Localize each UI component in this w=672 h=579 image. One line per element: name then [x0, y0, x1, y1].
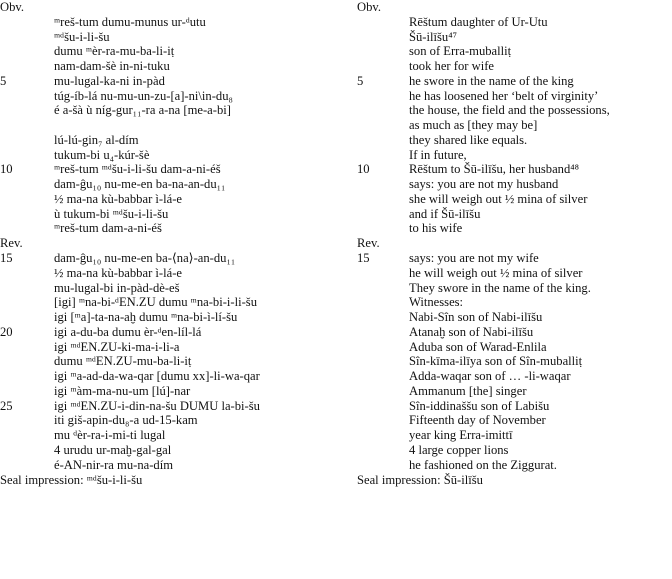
line-text: Rēštum daughter of Ur-Utu	[409, 14, 548, 29]
line-number: 20	[0, 324, 13, 339]
text-line	[0, 310, 330, 325]
line-text: he will weigh out ½ mina of silver	[409, 265, 583, 280]
line-text: says: you are not my wife	[409, 251, 539, 266]
line-text: [igi] ᵐna-bi-ᵈEN.ZU dumu ᵐna-bi-i-li-šu	[54, 295, 257, 310]
line-text: Sîn-iddinaššu son of Labišu	[409, 398, 550, 413]
text-line	[357, 30, 672, 45]
line-text: took her for wife	[409, 59, 494, 74]
text-line	[0, 15, 330, 30]
line-text: they shared like equals.	[409, 132, 528, 147]
line-number: 5	[0, 73, 7, 88]
line-text: as much as [they may be]	[409, 118, 538, 133]
obverse-lines	[0, 15, 330, 236]
text-line	[357, 221, 672, 236]
seal-impression: Seal impression: ᵐᵈšu-i-li-šu	[0, 472, 143, 487]
line-text: ½ ma-na kù-babbar ì-lá-e	[54, 265, 182, 280]
line-text: tukum-bi u₄-kúr-šè	[54, 147, 150, 162]
text-line	[357, 103, 672, 118]
line-text: igi [ᵐa]-ta-na-aḫ dumu ᵐna-bi-ì-lí-šu	[54, 310, 238, 325]
text-line	[0, 103, 330, 118]
line-text: he fashioned on the Ziggurat.	[409, 457, 557, 472]
text-line	[0, 428, 330, 443]
line-text: igi ᵐᵈEN.ZU-i-din-na-šu DUMU la-bi-šu	[54, 398, 260, 413]
line-text: ½ ma-na kù-babbar ì-lá-e	[54, 191, 182, 206]
text-line	[357, 295, 672, 310]
line-number: 25	[0, 398, 13, 413]
text-line	[0, 89, 330, 104]
text-line	[0, 207, 330, 222]
text-line	[0, 413, 330, 428]
text-line	[357, 369, 672, 384]
line-text: year king Erra-imittī	[409, 428, 513, 443]
line-text: Nabi-Sîn son of Nabi-ilīšu	[409, 310, 543, 325]
line-text: lú-lú-gin₇ al-dím	[54, 132, 139, 147]
text-line	[357, 133, 672, 148]
seal-impression-line	[0, 473, 330, 488]
text-line	[0, 340, 330, 355]
section-header-obverse	[0, 0, 330, 15]
obverse-label: Obv.	[0, 0, 25, 14]
text-line	[0, 443, 330, 458]
obverse-lines	[357, 15, 672, 236]
line-text: nam-dam-šè in-ni-tuku	[54, 59, 170, 74]
text-line	[0, 162, 330, 177]
line-text: Witnesses:	[409, 295, 464, 310]
text-line	[0, 59, 330, 74]
line-number: 15	[357, 251, 370, 266]
line-text: Rēštum to Šū-ilīšu, her husband⁴⁸	[409, 162, 580, 177]
text-line	[357, 44, 672, 59]
seal-impression: Seal impression: Šū-ilīšu	[357, 472, 483, 487]
text-line	[357, 251, 672, 266]
line-text: túg-íb-lá nu-mu-un-zu-[a]-ni\in-du₈	[54, 88, 233, 103]
line-text: ᵐreš-tum dumu-munus ur-ᵈutu	[54, 14, 206, 29]
text-line	[0, 251, 330, 266]
line-text: iti giš-apin-du₈-a ud-15-kam	[54, 413, 198, 428]
text-line	[357, 354, 672, 369]
text-line	[357, 15, 672, 30]
text-line	[0, 458, 330, 473]
section-header-obverse	[357, 0, 672, 15]
text-line	[357, 192, 672, 207]
translation-column	[357, 0, 672, 487]
line-text: she will weigh out ½ mina of silver	[409, 191, 588, 206]
reverse-lines	[357, 251, 672, 472]
line-text: igi ᵐa-ad-da-wa-qar [dumu xx]-li-wa-qar	[54, 369, 260, 384]
line-text: ᵐreš-tum ᵐᵈšu-i-li-šu dam-a-ni-éš	[54, 162, 221, 177]
line-number: 15	[0, 251, 13, 266]
reverse-label: Rev.	[357, 236, 380, 251]
line-text: igi ᵐàm-ma-nu-um [lú]-nar	[54, 383, 191, 398]
line-text: the house, the field and the possessions,	[409, 103, 610, 118]
reverse-lines	[0, 251, 330, 472]
line-text: They swore in the name of the king.	[409, 280, 591, 295]
text-line	[357, 384, 672, 399]
line-text: ù tukum-bi ᵐᵈšu-i-li-šu	[54, 206, 169, 221]
line-text: Aduba son of Warad-Enlila	[409, 339, 547, 354]
text-line	[357, 207, 672, 222]
line-text: dumu ᵐᵈEN.ZU-mu-ba-li-iṭ	[54, 354, 192, 369]
text-line	[357, 89, 672, 104]
text-line	[0, 399, 330, 414]
line-number: 10	[0, 162, 13, 177]
line-text: mu-lugal-bi in-pàd-dè-eš	[54, 280, 180, 295]
line-text: é a-šà ù níg-gur₁₁-ra a-na [me-a-bi]	[54, 103, 231, 118]
text-line	[0, 133, 330, 148]
line-text: son of Erra-muballiṭ	[409, 44, 512, 59]
transliteration-column	[0, 0, 330, 487]
text-line	[357, 458, 672, 473]
text-line	[0, 177, 330, 192]
line-text: Fifteenth day of November	[409, 413, 546, 428]
section-header-reverse	[0, 236, 330, 251]
line-text: igi ᵐᵈEN.ZU-ki-ma-i-li-a	[54, 339, 180, 354]
line-text: dam-ĝu₁₀ nu-me-en ba-na-an-du₁₁	[54, 177, 226, 192]
text-line	[0, 384, 330, 399]
line-text: Ammanum [the] singer	[409, 383, 527, 398]
line-text: Adda-waqar son of … -li-waqar	[409, 369, 571, 384]
text-line	[0, 325, 330, 340]
line-text: If in future,	[409, 147, 467, 162]
line-text: to his wife	[409, 221, 463, 236]
text-line	[0, 281, 330, 296]
text-line	[357, 325, 672, 340]
text-line	[0, 295, 330, 310]
line-number: 5	[357, 73, 364, 88]
text-line	[0, 221, 330, 236]
line-text: mu ᵈèr-ra-i-mi-ti lugal	[54, 428, 166, 443]
text-line	[357, 148, 672, 163]
seal-impression-line	[357, 473, 672, 488]
line-text: 4 urudu ur-maḫ-gal-gal	[54, 442, 172, 457]
text-line	[0, 148, 330, 163]
line-text: é-AN-nir-ra mu-na-dím	[54, 457, 173, 472]
text-line	[0, 44, 330, 59]
text-line	[357, 428, 672, 443]
line-text: igi a-du-ba dumu èr-ᵈen-líl-lá	[54, 324, 202, 339]
reverse-label: Rev.	[0, 236, 23, 251]
text-line	[0, 354, 330, 369]
line-text: and if Šū-ilīšu	[409, 206, 481, 221]
line-text: ᵐᵈšu-i-li-šu	[54, 29, 110, 44]
text-line	[357, 340, 672, 355]
line-text: dumu ᵐèr-ra-mu-ba-li-iṭ	[54, 44, 175, 59]
text-line	[357, 443, 672, 458]
text-line	[0, 266, 330, 281]
text-line	[357, 310, 672, 325]
text-line	[0, 192, 330, 207]
text-line	[357, 399, 672, 414]
obverse-label: Obv.	[357, 0, 382, 14]
text-line	[0, 369, 330, 384]
line-text: dam-ĝu₁₀ nu-me-en ba-⟨na⟩-an-du₁₁	[54, 251, 236, 266]
text-line	[357, 59, 672, 74]
line-text: 4 large copper lions	[409, 442, 509, 457]
text-line	[357, 413, 672, 428]
text-line	[0, 118, 330, 133]
line-text: says: you are not my husband	[409, 177, 559, 192]
section-header-reverse	[357, 236, 672, 251]
text-line	[357, 281, 672, 296]
text-line	[0, 74, 330, 89]
line-text: Sîn-kīma-ilīya son of Sîn-muballiṭ	[409, 354, 583, 369]
line-text: he swore in the name of the king	[409, 73, 574, 88]
line-text: ᵐreš-tum dam-a-ni-éš	[54, 221, 162, 236]
line-text: mu-lugal-ka-ni in-pàd	[54, 73, 165, 88]
text-line	[0, 30, 330, 45]
text-line	[357, 162, 672, 177]
text-line	[357, 74, 672, 89]
text-line	[357, 118, 672, 133]
line-text: Šū-ilīšu⁴⁷	[409, 29, 457, 44]
line-number: 10	[357, 162, 370, 177]
text-line	[357, 177, 672, 192]
line-text: Atanaḫ son of Nabi-ilīšu	[409, 324, 534, 339]
text-line	[357, 266, 672, 281]
line-text: he has loosened her ‘belt of virginity’	[409, 88, 599, 103]
